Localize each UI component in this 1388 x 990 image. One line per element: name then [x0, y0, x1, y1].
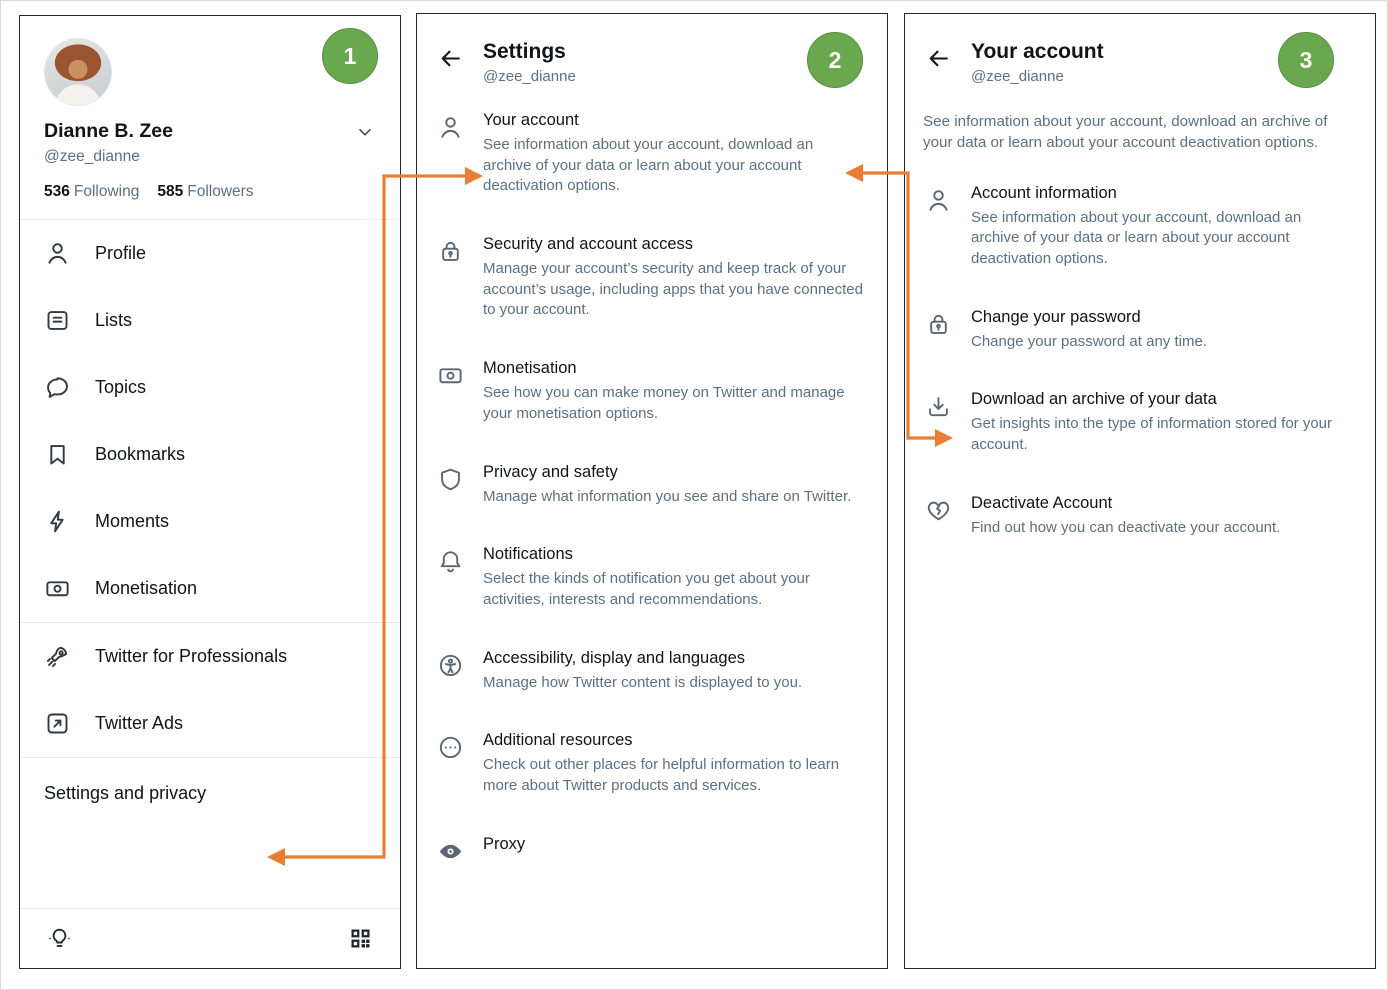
settings-item-title: Security and account access [483, 235, 694, 254]
panel-your-account [904, 13, 1376, 969]
panel-account-menu [19, 15, 401, 969]
account-item-title: Change your password [971, 307, 1141, 326]
settings-item-title: Accessibility, display and languages [483, 648, 746, 667]
settings-item-title: Notifications [483, 545, 573, 564]
following-count: 536 [44, 183, 70, 200]
menu-item-label: Topics [95, 377, 147, 397]
sidebar-item-lists[interactable] [20, 287, 400, 354]
broken-heart-icon [925, 497, 952, 524]
sidebar-item-moments[interactable] [20, 488, 400, 555]
settings-item-title: Proxy [483, 834, 526, 853]
page-title: Settings [483, 40, 566, 63]
menu-item-label: Lists [95, 310, 133, 330]
account-item-change-password[interactable] [905, 308, 1375, 353]
settings-item-desc: See information about your account, download an archive of your data or learn about your account deactivation options. [483, 136, 814, 195]
settings-and-privacy-link[interactable] [20, 758, 400, 828]
settings-item-additional-resources[interactable] [417, 731, 887, 796]
account-name: Dianne B. Zee [44, 120, 173, 142]
more-circle-icon [437, 734, 464, 761]
settings-item-desc: Manage how Twitter content is displayed to you. [483, 673, 803, 691]
menu-item-label: Twitter Ads [95, 713, 184, 733]
chevron-down-icon[interactable] [354, 121, 376, 143]
followers-stat[interactable] [157, 183, 253, 201]
lists-icon [44, 307, 71, 334]
page-subtitle: @zee_dianne [483, 68, 576, 85]
account-item-deactivate[interactable] [905, 494, 1375, 539]
account-item-title: Account information [971, 183, 1117, 202]
menu-item-label: Moments [95, 511, 170, 531]
settings-item-security[interactable] [417, 235, 887, 321]
account-item-information[interactable] [905, 184, 1375, 270]
settings-item-desc: Select the kinds of notification you get about your activities, interests and recommendations. [483, 570, 810, 608]
settings-item-privacy-safety[interactable] [417, 463, 887, 508]
account-item-title: Deactivate Account [971, 493, 1113, 512]
settings-item-title: Privacy and safety [483, 462, 618, 481]
your-account-intro: See information about your account, download an archive of your data or learn about your account deactivation options. [923, 113, 1328, 152]
back-arrow-icon[interactable] [438, 46, 463, 71]
rocket-icon [44, 643, 71, 670]
followers-count: 585 [157, 183, 184, 200]
avatar[interactable] [44, 38, 112, 106]
account-item-desc: Get insights into the type of information stored for your account. [971, 415, 1333, 453]
account-item-desc: Find out how you can deactivate your account. [971, 518, 1281, 536]
settings-item-title: Monetisation [483, 359, 577, 378]
download-icon [925, 393, 952, 420]
sidebar-item-twitter-ads[interactable] [20, 690, 400, 757]
banknote-icon [44, 575, 71, 602]
person-icon [925, 187, 952, 214]
settings-item-your-account[interactable] [417, 111, 887, 197]
lightbulb-icon[interactable] [46, 925, 73, 952]
menu-item-label: Bookmarks [95, 444, 186, 464]
sidebar-item-profile[interactable] [20, 220, 400, 287]
panel-settings [416, 13, 888, 969]
settings-item-desc: Check out other places for helpful information to learn more about Twitter products and services. [483, 756, 840, 794]
following-label: Following [73, 183, 140, 200]
sidebar-item-topics[interactable] [20, 354, 400, 421]
page-title: Your account [971, 40, 1104, 63]
shield-icon [437, 466, 464, 493]
sidebar-item-twitter-for-professionals[interactable] [20, 623, 400, 690]
step-badge-1: 1 [322, 28, 378, 84]
account-item-download-archive[interactable] [905, 390, 1375, 455]
settings-item-monetisation[interactable] [417, 359, 887, 424]
back-arrow-icon[interactable] [926, 46, 951, 71]
account-item-desc: Change your password at any time. [971, 332, 1207, 350]
person-icon [44, 240, 71, 267]
settings-item-notifications[interactable] [417, 545, 887, 610]
topics-bubble-icon [44, 374, 71, 401]
qr-code-icon[interactable] [347, 925, 374, 952]
sidebar-item-monetisation[interactable] [20, 555, 400, 622]
padlock-icon [925, 311, 952, 338]
person-icon [437, 114, 464, 141]
bookmark-icon [44, 441, 71, 468]
settings-item-accessibility[interactable] [417, 649, 887, 694]
settings-item-title: Additional resources [483, 731, 633, 750]
accessibility-icon [437, 652, 464, 679]
page-subtitle: @zee_dianne [971, 68, 1064, 85]
sidebar-item-bookmarks[interactable] [20, 421, 400, 488]
lightning-icon [44, 508, 71, 535]
menu-item-label: Twitter for Professionals [95, 646, 288, 666]
settings-item-desc: Manage what information you see and share on Twitter. [483, 487, 852, 505]
menu-item-label: Monetisation [95, 578, 198, 598]
step-badge-3: 3 [1278, 32, 1334, 88]
step-badge-2: 2 [807, 32, 863, 88]
lock-person-icon [437, 238, 464, 265]
banknote-icon [437, 362, 464, 389]
external-link-icon [44, 710, 71, 737]
settings-item-proxy[interactable] [417, 835, 887, 865]
bell-icon [437, 548, 464, 575]
settings-item-title: Your account [483, 111, 579, 129]
settings-item-desc: Manage your account’s security and keep track of your account’s usage, including apps that you have connected to your account. [483, 260, 863, 319]
eye-icon [437, 838, 464, 865]
following-stat[interactable] [44, 183, 139, 201]
account-item-title: Download an archive of your data [971, 390, 1217, 409]
account-item-desc: See information about your account, download an archive of your data or learn about your account deactivation options. [971, 208, 1302, 267]
account-handle: @zee_dianne [44, 148, 140, 165]
followers-label: Followers [187, 183, 254, 200]
drawer-footer [20, 908, 400, 968]
settings-and-privacy-label: Settings and privacy [44, 782, 207, 803]
menu-item-label: Profile [95, 243, 147, 263]
settings-item-desc: See how you can make money on Twitter and manage your monetisation options. [483, 384, 845, 422]
